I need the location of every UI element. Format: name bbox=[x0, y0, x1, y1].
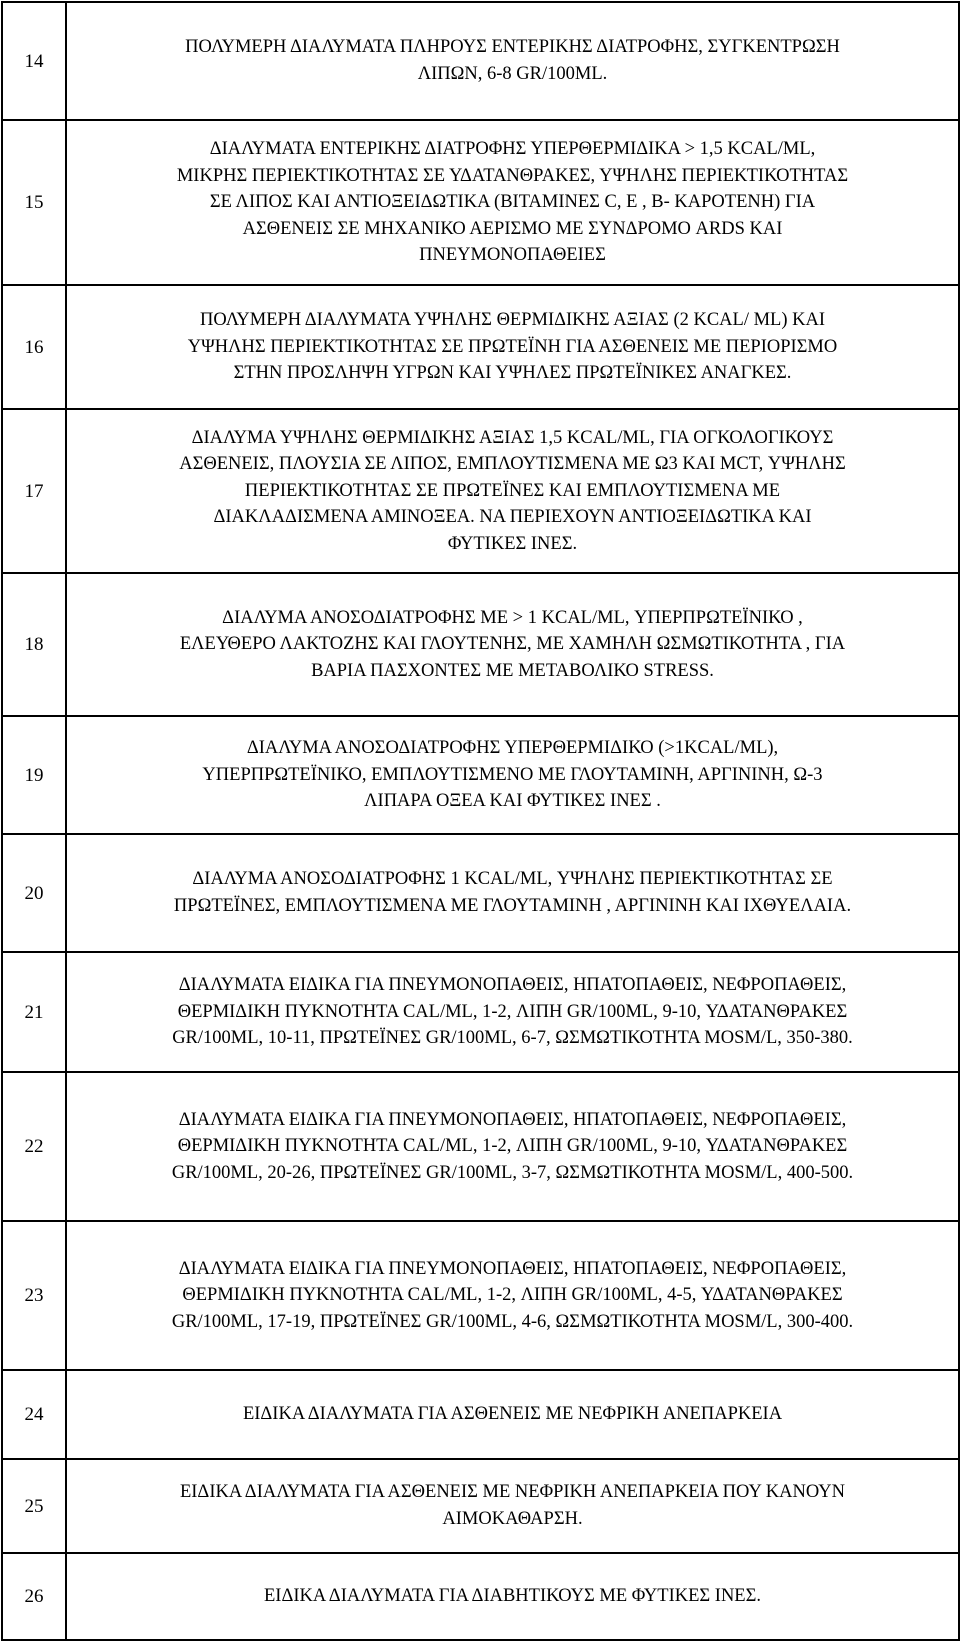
table-row bbox=[2, 2, 959, 120]
row-description: ΔΙΑΛΥΜΑΤΑ ΕΙΔΙΚΑ ΓΙΑ ΠΝΕΥΜΟΝΟΠΑΘΕΙΣ, ΗΠΑΤΟΠΑΘΕΙΣ, ΝΕΦΡΟΠΑΘΕΙΣ, ΘΕΡΜΙΔΙΚΗ ΠΥΚΝΟΤΗΤΑ CAL/ML, 1-2, ΛΙΠΗ GR/100ML, 9-10, ΥΔΑΤΑΝΘΡΑΚΕΣ GR/100ML, 10-11, ΠΡΩΤΕΪΝΕΣ GR/100ML, 6-7, ΩΣΜΩΤΙΚΟΤΗΤΑ MOSM/L, 350-380. bbox=[66, 952, 959, 1072]
row-description: ΕΙΔΙΚΑ ΔΙΑΛΥΜΑΤΑ ΓΙΑ ΔΙΑΒΗΤΙΚΟΥΣ ΜΕ ΦΥΤΙΚΕΣ ΙΝΕΣ. bbox=[66, 1553, 959, 1640]
table-row bbox=[2, 285, 959, 409]
row-number: 14 bbox=[2, 2, 66, 120]
table-row bbox=[2, 1221, 959, 1370]
row-description: ΔΙΑΛΥΜΑ ΑΝΟΣΟΔΙΑΤΡΟΦΗΣ 1 KCAL/ML, ΥΨΗΛΗΣ ΠΕΡΙΕΚΤΙΚΟΤΗΤΑΣ ΣΕ ΠΡΩΤΕΪΝΕΣ, ΕΜΠΛΟΥΤΙΣΜΕΝΑ ΜΕ ΓΛΟΥΤΑΜΙΝΗ , ΑΡΓΙΝΙΝΗ ΚΑΙ ΙΧΘΥΕΛΑΙΑ. bbox=[66, 834, 959, 952]
table-row bbox=[2, 716, 959, 834]
row-number: 26 bbox=[2, 1553, 66, 1640]
row-number: 25 bbox=[2, 1459, 66, 1553]
table-row bbox=[2, 1072, 959, 1221]
table-row bbox=[2, 120, 959, 285]
row-number: 18 bbox=[2, 573, 66, 716]
table-body bbox=[2, 2, 959, 1640]
row-number: 16 bbox=[2, 285, 66, 409]
row-description: ΠΟΛΥΜΕΡΗ ΔΙΑΛΥΜΑΤΑ ΠΛΗΡΟΥΣ ΕΝΤΕΡΙΚΗΣ ΔΙΑΤΡΟΦΗΣ, ΣΥΓΚΕΝΤΡΩΣΗ ΛΙΠΩΝ, 6-8 GR/100ML. bbox=[66, 2, 959, 120]
table-row bbox=[2, 952, 959, 1072]
table-row bbox=[2, 834, 959, 952]
table-row bbox=[2, 1459, 959, 1553]
row-description: ΠΟΛΥΜΕΡΗ ΔΙΑΛΥΜΑΤΑ ΥΨΗΛΗΣ ΘΕΡΜΙΔΙΚΗΣ ΑΞΙΑΣ (2 KCAL/ ML) ΚΑΙ ΥΨΗΛΗΣ ΠΕΡΙΕΚΤΙΚΟΤΗΤΑΣ ΣΕ ΠΡΩΤΕΪΝΗ ΓΙΑ ΑΣΘΕΝΕΙΣ ΜΕ ΠΕΡΙΟΡΙΣΜΟ ΣΤΗΝ ΠΡΟΣΛΗΨΗ ΥΓΡΩΝ ΚΑΙ ΥΨΗΛΕΣ ΠΡΩΤΕΪΝΙΚΕΣ ΑΝΑΓΚΕΣ. bbox=[66, 285, 959, 409]
row-number: 22 bbox=[2, 1072, 66, 1221]
row-description: ΔΙΑΛΥΜΑ ΑΝΟΣΟΔΙΑΤΡΟΦΗΣ ΜΕ > 1 KCAL/ML, ΥΠΕΡΠΡΩΤΕΪΝΙΚΟ , ΕΛΕΥΘΕΡΟ ΛΑΚΤΟΖΗΣ ΚΑΙ ΓΛΟΥΤΕΝΗΣ, ΜΕ ΧΑΜΗΛΗ ΩΣΜΩΤΙΚΟΤΗΤΑ , ΓΙΑ ΒΑΡΙΑ ΠΑΣΧΟΝΤΕΣ ΜΕ ΜΕΤΑΒΟΛΙΚΟ STRESS. bbox=[66, 573, 959, 716]
row-description: ΔΙΑΛΥΜΑ ΥΨΗΛΗΣ ΘΕΡΜΙΔΙΚΗΣ ΑΞΙΑΣ 1,5 KCAL/ML, ΓΙΑ ΟΓΚΟΛΟΓΙΚΟΥΣ ΑΣΘΕΝΕΙΣ, ΠΛΟΥΣΙΑ ΣΕ ΛΙΠΟΣ, ΕΜΠΛΟΥΤΙΣΜΕΝΑ ΜΕ Ω3 ΚΑΙ MCT, ΥΨΗΛΗΣ ΠΕΡΙΕΚΤΙΚΟΤΗΤΑΣ ΣΕ ΠΡΩΤΕΪΝΕΣ ΚΑΙ ΕΜΠΛΟΥΤΙΣΜΕΝΑ ΜΕ ΔΙΑΚΛΑΔΙΣΜΕΝΑ ΑΜΙΝΟΞΕΑ. ΝΑ ΠΕΡΙΕΧΟΥΝ ΑΝΤΙΟΞΕΙΔΩΤΙΚΑ ΚΑΙ ΦΥΤΙΚΕΣ ΙΝΕΣ. bbox=[66, 409, 959, 573]
row-description: ΔΙΑΛΥΜΑΤΑ ΕΙΔΙΚΑ ΓΙΑ ΠΝΕΥΜΟΝΟΠΑΘΕΙΣ, ΗΠΑΤΟΠΑΘΕΙΣ, ΝΕΦΡΟΠΑΘΕΙΣ, ΘΕΡΜΙΔΙΚΗ ΠΥΚΝΟΤΗΤΑ CAL/ML, 1-2, ΛΙΠΗ GR/100ML, 4-5, ΥΔΑΤΑΝΘΡΑΚΕΣ GR/100ML, 17-19, ΠΡΩΤΕΪΝΕΣ GR/100ML, 4-6, ΩΣΜΩΤΙΚΟΤΗΤΑ MOSM/L, 300-400. bbox=[66, 1221, 959, 1370]
specifications-table bbox=[1, 1, 960, 1641]
row-number: 21 bbox=[2, 952, 66, 1072]
row-number: 20 bbox=[2, 834, 66, 952]
row-number: 19 bbox=[2, 716, 66, 834]
row-number: 24 bbox=[2, 1370, 66, 1459]
row-description: ΕΙΔΙΚΑ ΔΙΑΛΥΜΑΤΑ ΓΙΑ ΑΣΘΕΝΕΙΣ ΜΕ ΝΕΦΡΙΚΗ ΑΝΕΠΑΡΚΕΙΑ ΠΟΥ ΚΑΝΟΥΝ ΑΙΜΟΚΑΘΑΡΣΗ. bbox=[66, 1459, 959, 1553]
row-description: ΔΙΑΛΥΜΑ ΑΝΟΣΟΔΙΑΤΡΟΦΗΣ ΥΠΕΡΘΕΡΜΙΔΙΚΟ (>1KCAL/ML), ΥΠΕΡΠΡΩΤΕΪΝΙΚΟ, ΕΜΠΛΟΥΤΙΣΜΕΝΟ ΜΕ ΓΛΟΥΤΑΜΙΝΗ, ΑΡΓΙΝΙΝΗ, Ω-3 ΛΙΠΑΡΑ ΟΞΕΑ ΚΑΙ ΦΥΤΙΚΕΣ ΙΝΕΣ . bbox=[66, 716, 959, 834]
row-number: 23 bbox=[2, 1221, 66, 1370]
table-row bbox=[2, 1370, 959, 1459]
row-number: 15 bbox=[2, 120, 66, 285]
table-row bbox=[2, 573, 959, 716]
row-description: ΔΙΑΛΥΜΑΤΑ ΕΝΤΕΡΙΚΗΣ ΔΙΑΤΡΟΦΗΣ ΥΠΕΡΘΕΡΜΙΔΙΚΑ > 1,5 KCAL/ML, ΜΙΚΡΗΣ ΠΕΡΙΕΚΤΙΚΟΤΗΤΑΣ ΣΕ ΥΔΑΤΑΝΘΡΑΚΕΣ, ΥΨΗΛΗΣ ΠΕΡΙΕΚΤΙΚΟΤΗΤΑΣ ΣΕ ΛΙΠΟΣ ΚΑΙ ΑΝΤΙΟΞΕΙΔΩΤΙΚΑ (ΒΙΤΑΜΙΝΕΣ C, E , Β- ΚΑΡΟΤΕΝΗ) ΓΙΑ ΑΣΘΕΝΕΙΣ ΣΕ ΜΗΧΑΝΙΚΟ ΑΕΡΙΣΜΟ ΜΕ ΣΥΝΔΡΟΜΟ ARDS ΚΑΙ ΠΝΕΥΜΟΝΟΠΑΘΕΙΕΣ bbox=[66, 120, 959, 285]
row-number: 17 bbox=[2, 409, 66, 573]
row-description: ΕΙΔΙΚΑ ΔΙΑΛΥΜΑΤΑ ΓΙΑ ΑΣΘΕΝΕΙΣ ΜΕ ΝΕΦΡΙΚΗ ΑΝΕΠΑΡΚΕΙΑ bbox=[66, 1370, 959, 1459]
row-description: ΔΙΑΛΥΜΑΤΑ ΕΙΔΙΚΑ ΓΙΑ ΠΝΕΥΜΟΝΟΠΑΘΕΙΣ, ΗΠΑΤΟΠΑΘΕΙΣ, ΝΕΦΡΟΠΑΘΕΙΣ, ΘΕΡΜΙΔΙΚΗ ΠΥΚΝΟΤΗΤΑ CAL/ML, 1-2, ΛΙΠΗ GR/100ML, 9-10, ΥΔΑΤΑΝΘΡΑΚΕΣ GR/100ML, 20-26, ΠΡΩΤΕΪΝΕΣ GR/100ML, 3-7, ΩΣΜΩΤΙΚΟΤΗΤΑ MOSM/L, 400-500. bbox=[66, 1072, 959, 1221]
table-row bbox=[2, 409, 959, 573]
table-row bbox=[2, 1553, 959, 1640]
